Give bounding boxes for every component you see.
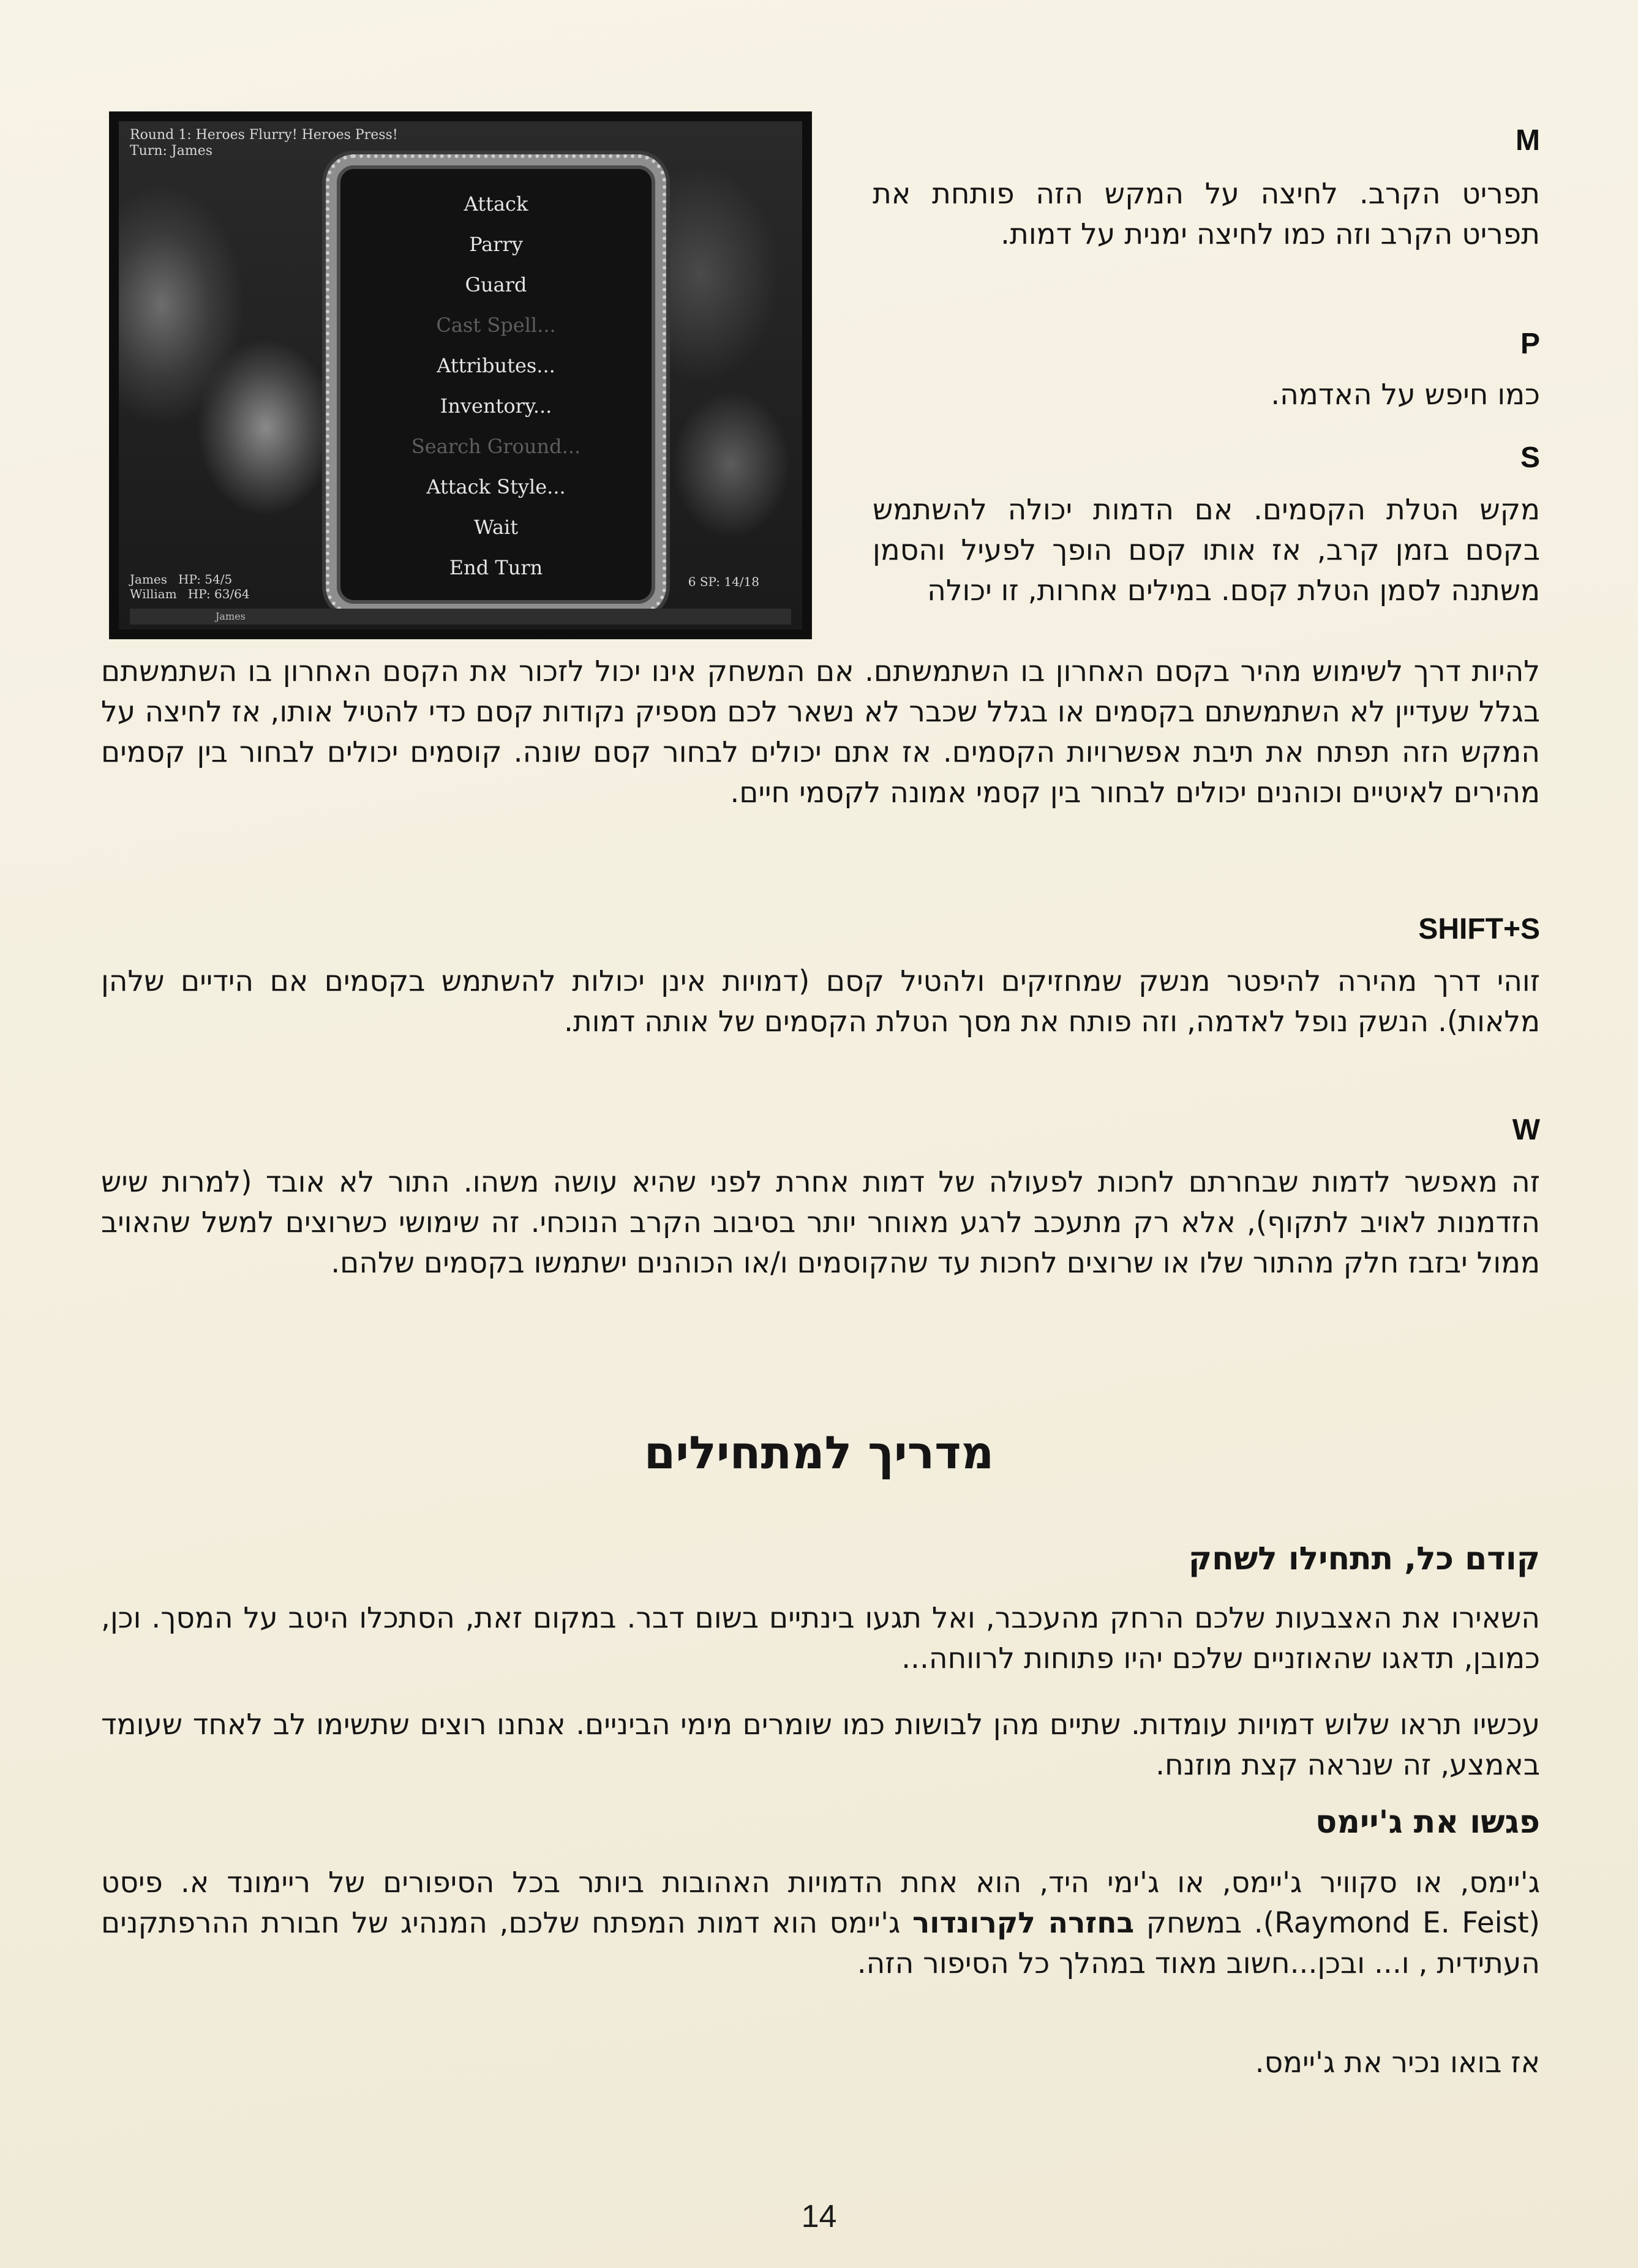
- key-s-description-full: [101, 651, 1540, 813]
- menu-item-search-ground: Search Ground...: [411, 435, 581, 458]
- meet-text-1-a: ג'יימס, או סקוויר ג'יימס, או ג'ימי היד, הוא אחת הדמויות האהובות ביותר בכל הסיפורים של ריימונד א. פיסט (Raymond E. Feist). במשחק: [101, 1866, 1540, 1940]
- party-status: [130, 572, 250, 601]
- key-shift-s-text: זוהי דרך מהירה להיפטר מנשק שמחזיקים ולהטיל קסם (דמויות אינן יכולות להשתמש בקסמים אם הידיים שלהן מלאות). הנשק נופל לאדמה, וזה פותח את מסך הטלת הקסמים של אותה דמות.: [101, 964, 1540, 1038]
- first-text-2: עכשיו תראו שלוש דמויות עומדות. שתיים מהן לבושות כמו שומרים מימי הביניים. אנחנו רוצים שתשימו לב לאחד שעומד באמצע, זה שנראה קצת מוזנח.: [101, 1708, 1540, 1782]
- key-w-text: זה מאפשר לדמות שבחרתם לחכות לפעולה של דמות אחרת לפני שהיא עושה משהו. התור לא אובד (למרות שיש הזדמנות לאויב לתקוף), אלא רק מתעכב לרגע מאוחר יותר בסיבוב הקרב הנוכחי. זה שימושי כשרוצים למשל שהאויב ממול יבזבז חלק מהתור שלו או שרוצים לחכות עד שהקוסמים ו/או הכוהנים ישתמשו בקסמים שלהם.: [101, 1165, 1540, 1280]
- first-text-1: השאירו את האצבעות שלכם הרחק מהעכבר, ואל תגעו בינתיים בשום דבר. במקום זאת, הסתכלו היטב על המסך. וכן, כמובן, תדאגו שהאוזניים שלכם יהיו פתוחות לרווחה...: [101, 1601, 1540, 1675]
- party-name: William: [130, 587, 177, 601]
- key-s-description-narrow: [873, 490, 1540, 611]
- combat-menu: [326, 154, 666, 615]
- party-hp: HP: 63/64: [187, 587, 250, 601]
- menu-item-inventory: Inventory...: [440, 394, 552, 418]
- menu-item-wait: Wait: [473, 516, 519, 539]
- game-title-bold: בחזרה לקרונדור: [912, 1906, 1135, 1940]
- key-w-heading: W: [1512, 1114, 1540, 1146]
- first-paragraph-1: [101, 1598, 1540, 1679]
- key-s-text-full: להיות דרך לשימוש מהיר בקסם האחרון בו השתמשתם. אם המשחק אינו יכול לזכור את הקסם האחרון בו השתמשתם בגלל שעדיין לא השתמשתם בקסמים או בגלל שכבר לא נשאר לכם מספיק נקודות קסם כדי להטיל אותו, אז לחיצה על המקש הזה תפתח את תיבת אפשרויות הקסמים. אז אתם יכולים לבחור קסם שונה. קוסמים יכולים לבחור בין קסמים מהירים לאיטיים וכוהנים יכולים לבחור בין קסמי אמונה לקסמי חיים.: [101, 655, 1540, 809]
- round-label: Round 1: Heroes Flurry! Heroes Press!: [130, 127, 398, 143]
- key-m-heading: M: [1516, 124, 1540, 157]
- screenshot-status-bar: James: [130, 609, 791, 625]
- meet-heading: פגשו את ג'יימס: [1315, 1804, 1540, 1841]
- screenshot-background: [119, 121, 802, 629]
- meet-paragraph-1: [101, 1863, 1540, 1984]
- menu-item-attack-style: Attack Style...: [426, 475, 566, 498]
- meet-text-1-b: ג'יימס הוא דמות המפתח שלכם, המנהיג של חבורת ההרפתקנים העתידית , ו... ובכן...חשוב מאוד במהלך כל הסיפור הזה.: [101, 1906, 1540, 1980]
- party-row: [130, 587, 250, 601]
- first-paragraph-2: [101, 1705, 1540, 1785]
- key-s-heading: S: [1520, 441, 1540, 474]
- guide-title: מדריך למתחילים: [644, 1427, 994, 1479]
- meet-text-1: [101, 1863, 1540, 1984]
- key-p-heading: P: [1520, 328, 1540, 360]
- first-heading: קודם כל, תתחילו לשחק: [1188, 1541, 1540, 1577]
- menu-item-attributes: Attributes...: [437, 354, 555, 377]
- combat-menu-list: [337, 184, 655, 588]
- party-hp: HP: 54/5: [178, 572, 233, 587]
- key-s-text-narrow: מקש הטלת הקסמים. אם הדמות יכולה להשתמש בקסם בזמן קרב, אז אותו קסם הופך לפעיל והסמן משתנה לסמן הטלת קסם. במילים אחרות, זו יכולה: [873, 493, 1540, 607]
- menu-item-guard: Guard: [465, 273, 527, 296]
- key-m-text: תפריט הקרב. לחיצה על המקש הזה פותחת את תפריט הקרב וזה כמו לחיצה ימנית על דמות.: [873, 177, 1540, 251]
- menu-item-end-turn: End Turn: [449, 556, 543, 579]
- party-name: James: [130, 572, 168, 587]
- key-m-description: [873, 174, 1540, 255]
- menu-item-attack: Attack: [464, 192, 528, 216]
- key-w-description: [101, 1162, 1540, 1283]
- meet-paragraph-2: [101, 2043, 1540, 2083]
- meet-text-2: אז בואו נכיר את ג'יימס.: [1255, 2046, 1540, 2079]
- menu-item-parry: Parry: [469, 233, 523, 256]
- key-p-description: [873, 375, 1540, 415]
- menu-item-cast-spell: Cast Spell...: [436, 314, 556, 337]
- turn-label: Turn: James: [130, 143, 213, 159]
- key-shift-s-description: [101, 961, 1540, 1042]
- game-screenshot: [109, 111, 812, 639]
- spell-points-readout: 6 SP: 14/18: [688, 574, 759, 589]
- key-p-text: כמו חיפש על האדמה.: [1271, 378, 1540, 411]
- page-number: 14: [801, 2199, 837, 2234]
- key-shift-s-heading: SHIFT+S: [1418, 913, 1540, 945]
- party-row: [130, 572, 250, 587]
